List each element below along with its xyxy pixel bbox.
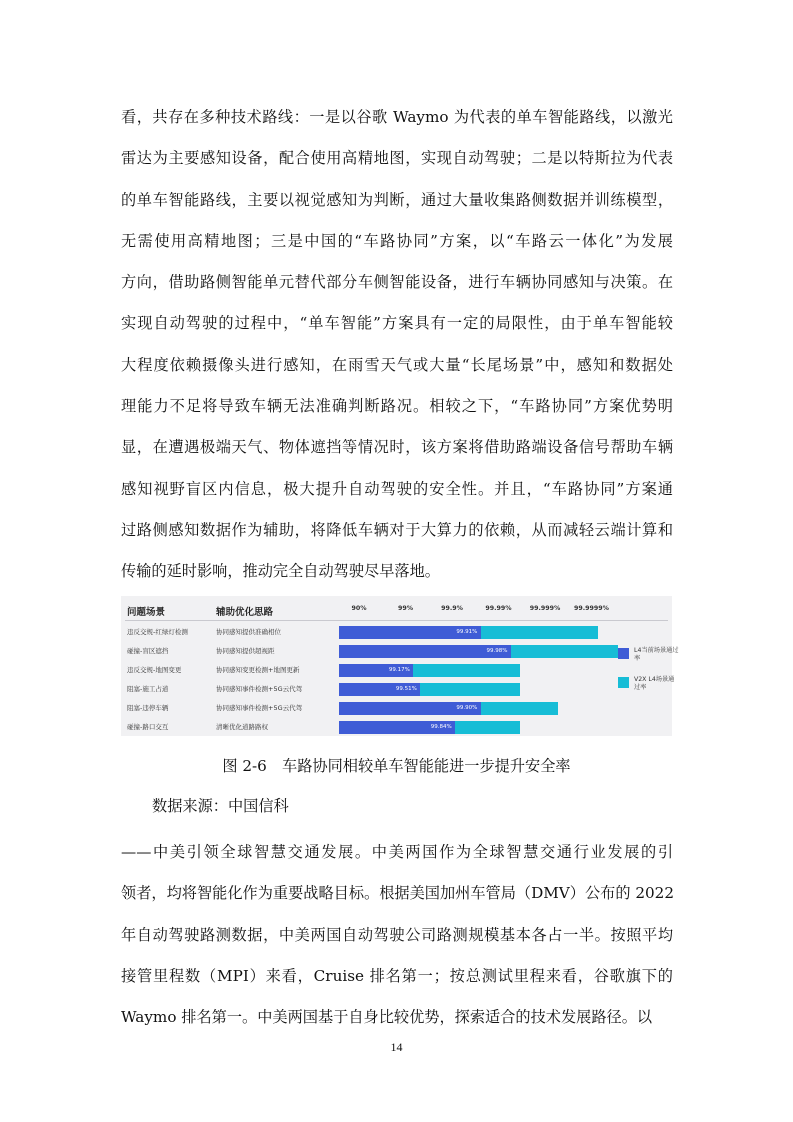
text-line: 感知视野盲区内信息，极大提升自动驾驶的安全性。并且，“车路协同”方案通 bbox=[121, 479, 673, 498]
problem-scene-label: 阻塞-违停车辆 bbox=[127, 704, 169, 712]
header-problem-scene: 问题场景 bbox=[127, 607, 166, 618]
figure-caption: 图 2-6 车路协同相较单车智能能进一步提升安全率 bbox=[222, 757, 571, 775]
text-line: ——中美引领全球智慧交通发展。中美两国作为全球智慧交通行业发展的引 bbox=[121, 843, 673, 861]
text-line: 看，共存在多种技术路线：一是以谷歌 Waymo 为代表的单车智能路线，以激光 bbox=[121, 108, 673, 126]
text-line: 传输的延时影响，推动完全自动驾驶尽早落地。 bbox=[121, 562, 440, 581]
legend-label: V2X L4场景通过率 bbox=[634, 676, 675, 691]
legend-label: L4当前场景通过率 bbox=[634, 647, 679, 662]
text-line: 无需使用高精地图；三是中国的“车路协同”方案，以“车路云一体化”为发展 bbox=[121, 231, 673, 250]
optimization-idea-label: 协同感知提供超视距 bbox=[216, 647, 275, 655]
data-source: 数据来源：中国信科 bbox=[152, 797, 289, 815]
bar-value-label: 99.90% bbox=[456, 705, 478, 711]
header-divider bbox=[125, 620, 668, 621]
header-optimization-idea: 辅助优化思路 bbox=[216, 607, 274, 618]
bar-value-label: 99.91% bbox=[456, 629, 478, 635]
body-paragraph-routes bbox=[121, 97, 673, 593]
axis-tick-label: 90% bbox=[351, 605, 367, 612]
text-line: Waymo 排名第一。中美两国基于自身比较优势，探索适合的技术发展路径。以 bbox=[121, 1008, 653, 1027]
legend-swatch bbox=[618, 648, 629, 659]
bar-value-label: 99.98% bbox=[486, 648, 508, 654]
text-line: 的单车智能路线，主要以视觉感知为判断，通过大量收集路侧数据并训练模型， bbox=[121, 190, 673, 209]
problem-scene-label: 阻塞-施工占道 bbox=[127, 685, 169, 693]
axis-tick-label: 99.9% bbox=[441, 605, 463, 612]
chart-row bbox=[121, 700, 672, 717]
problem-scene-label: 碰撞-路口交互 bbox=[127, 723, 169, 731]
text-line: 过路侧感知数据作为辅助，将降低车辆对于大算力的依赖，从而减轻云端计算和 bbox=[121, 520, 673, 539]
axis-tick-label: 99.9999% bbox=[574, 605, 609, 612]
chart-row bbox=[121, 643, 672, 660]
axis-tick-label: 99.99% bbox=[485, 605, 512, 612]
optimization-idea-label: 协同感知事件检测+5G云代驾 bbox=[216, 685, 303, 693]
text-line: 领者，均将智能化作为重要战略目标。根据美国加州车管局（DMV）公布的 2022 bbox=[121, 884, 674, 903]
bar-value-label: 99.17% bbox=[388, 667, 410, 673]
body-paragraph-us-china bbox=[121, 832, 673, 1038]
axis-tick-label: 99% bbox=[397, 605, 414, 612]
text-line: 方向，借助路侧智能单元替代部分车侧智能设备，进行车辆协同感知与决策。在 bbox=[121, 273, 673, 292]
legend-swatch bbox=[618, 677, 629, 688]
text-line: 显，在遭遇极端天气、物体遮挡等情况时，该方案将借助路端设备信号帮助车辆 bbox=[121, 438, 673, 457]
chart-row bbox=[121, 624, 672, 641]
optimization-idea-label: 协同感知事件检测+5G云代驾 bbox=[216, 704, 303, 712]
text-line: 年自动驾驶路测数据，中美两国自动驾驶公司路测规模基本各占一半。按照平均 bbox=[121, 925, 673, 944]
optimization-idea-label: 协同感知变更检测+地图更新 bbox=[216, 666, 300, 674]
text-line: 理能力不足将导致车辆无法准确判断路况。相较之下，“车路协同”方案优势明 bbox=[121, 397, 673, 416]
figure-v2x-pass-rate-chart bbox=[121, 596, 679, 736]
chart-row bbox=[121, 719, 672, 736]
chart-row bbox=[121, 681, 672, 698]
axis-tick-label: 99.999% bbox=[529, 605, 561, 612]
optimization-idea-label: 协同感知提供准确相位 bbox=[216, 628, 281, 636]
optimization-idea-label: 清晰优化道路路权 bbox=[216, 723, 268, 731]
bar-value-label: 99.84% bbox=[430, 724, 452, 730]
problem-scene-label: 违反交规-地图变更 bbox=[127, 666, 182, 674]
page-number: 14 bbox=[390, 1040, 403, 1054]
chart-row bbox=[121, 662, 672, 679]
text-line: 雷达为主要感知设备，配合使用高精地图，实现自动驾驶；二是以特斯拉为代表 bbox=[121, 149, 673, 168]
text-line: 接管里程数（MPI）来看，Cruise 排名第一；按总测试里程来看，谷歌旗下的 bbox=[121, 966, 673, 985]
problem-scene-label: 违反交规-红绿灯检测 bbox=[127, 628, 188, 636]
bar-value-label: 99.51% bbox=[395, 686, 417, 692]
text-line: 实现自动驾驶的过程中，“单车智能”方案具有一定的局限性，由于单车智能较 bbox=[121, 314, 673, 333]
text-line: 大程度依赖摄像头进行感知，在雨雪天气或大量“长尾场景”中，感知和数据处 bbox=[121, 355, 673, 374]
problem-scene-label: 碰撞-盲区遮挡 bbox=[127, 647, 169, 655]
current-l4-pass-rate-bar bbox=[339, 645, 511, 658]
